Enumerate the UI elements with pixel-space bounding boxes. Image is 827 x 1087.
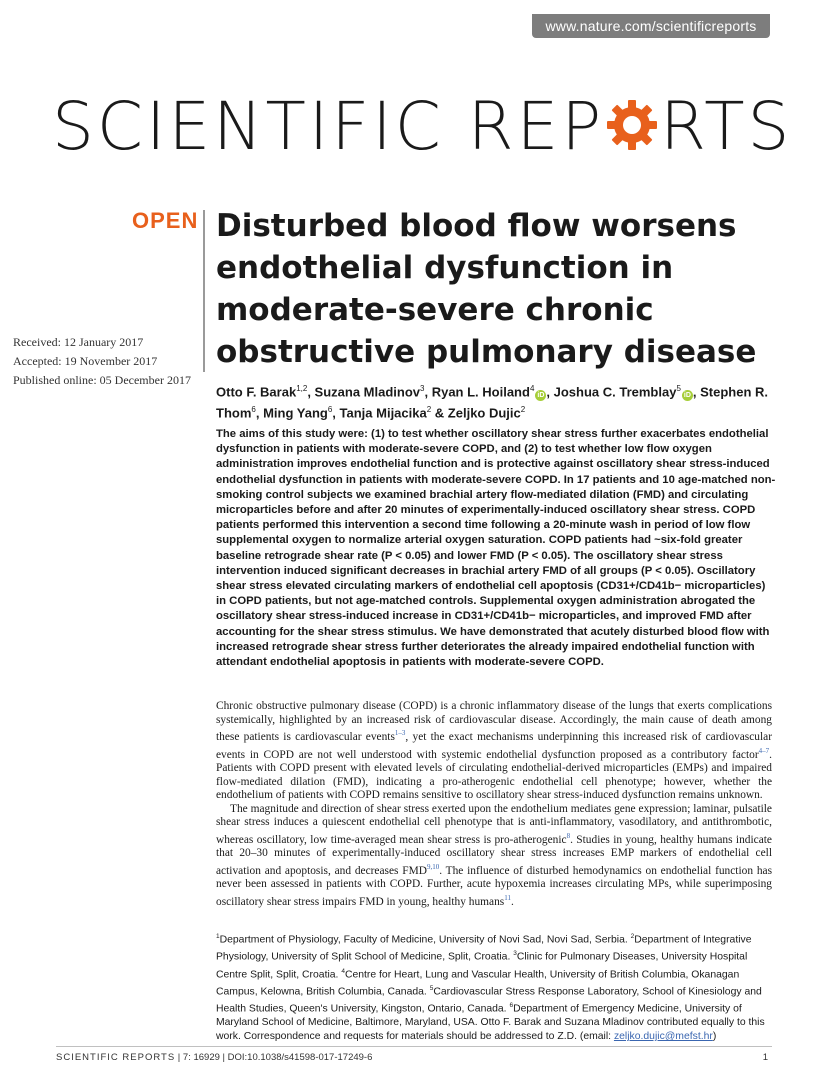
citation-link[interactable]: 8: [566, 831, 571, 840]
author-separator: ,: [332, 405, 340, 421]
journal-masthead: [52, 82, 793, 172]
author-separator: &: [431, 405, 448, 421]
author-separator: ,: [424, 384, 432, 400]
author-separator: ,: [692, 384, 701, 400]
citation-link[interactable]: 4–7: [758, 746, 770, 755]
abstract: The aims of this study were: (1) to test whether oscillatory shear stress further exacerbates endothelial dysfunction in patients with moderate-severe COPD, and (2) to test whether low flow oxygen administration improves endothelial function and is protective against oscillatory shear stress-induced endothelial dysfunction in patients with moderate-severe COPD. In 17 patients and 10 age-matched non-smoking control subjects we examined brachial artery flow-mediated dilation (FMD) and circulating microparticles before and after 20 minutes of experimentally-induced oscillatory shear stress. COPD patients performed this intervention a second time following a 20-minute wash in period of low flow supplemental oxygen to normalize arterial oxygen saturation. COPD patients had ~six-fold greater baseline retrograde shear rate (P < 0.05) and lower FMD (P < 0.05). The oscillatory shear stress intervention induced significant decreases in brachial artery FMD of all groups (P < 0.05). Oscillatory shear stress elevated circulating markers of endothelial cell apoptosis (CD31+/CD41b− microparticles) in COPD patients, but not age-matched controls. Supplemental oxygen administration abrogated the oscillatory shear stress-induced increase in CD31+/CD41b− microparticles, and improved FMD after accounting for the shear stress stimulus. We have demonstrated that acutely disturbed blood flow with increased retrograde shear stress further deteriorates the already impaired endothelial function with attendant endothelial apoptosis in patients with moderate-severe COPD.: [216, 428, 776, 669]
masthead-text-end: RTS: [660, 88, 793, 165]
affiliations: $^1$Department of Physiology, Faculty of Medicine, University of Novi Sad, Novi Sad, Serbia. $^2$Department of Integrative Physiology, University of Split School of Medicine, Split, Croatia. $^3$Clinic for Pulmonary Diseases, University Hospital Centre Split, Split, Croatia. $^4$Centre for Heart, Lung and Vascular Health, University of British Columbia, Okanagan Campus, Kelowna, British Columbia, Canada. $^5$Cardiovascular Stress Response Laboratory, School of Kinesiology and Health Studies, Queen's University, Kingston, Ontario, Canada. $^6$Department of Emergency Medicine, University of Maryland School of Medicine, Baltimore, Maryland, USA. Otto F. Barak and Suzana Mladinov contributed equally to this work. Correspondence and requests for materials should be addressed to Z.D. (email: zeljko.dujic@mefst.hr): [216, 933, 765, 1043]
title-divider: [203, 210, 205, 372]
author-name: Stephen R. Thom: [216, 384, 769, 421]
article-title: Disturbed blood flow worsens endothelial dysfunction in moderate-severe chronic obstructive pulmonary disease: [216, 208, 757, 370]
author-name: Ryan L. Hoiland: [431, 384, 530, 400]
orcid-icon[interactable]: iD: [683, 392, 691, 400]
author-affiliation-marker: 1,2: [296, 384, 308, 393]
author-name: Suzana Mladinov: [314, 384, 421, 400]
page-footer: [56, 1051, 772, 1065]
page-number: 1: [762, 1052, 768, 1063]
author-affiliation-marker: 6: [327, 405, 333, 415]
footer-citation: | 7: 16929 | DOI:10.1038/s41598-017-17249-6: [175, 1052, 373, 1063]
author-list: [216, 380, 776, 422]
main-text: [216, 700, 772, 909]
orcid-icon[interactable]: iD: [537, 392, 545, 400]
paragraph-shear-stress: The magnitude and direction of shear stress exerted upon the endothelium mediates gene expression; laminar, pulsatile shear stress induces a quiescent endothelial cell phenotype that is anti-inflammatory, vasodilatory, and antithrombotic, whereas oscillatory, low time-averaged mean shear stress is pro-atherogenic$^8$. Studies in young, healthy humans indicate that 20–30 minutes of experimentally-induced oscillatory shear stress increases EMP markers of endothelial cell activation and apoptosis, and decreases FMD$^{9,10}$. The influence of disturbed hemodynamics on endothelial function has never been assessed in patients with COPD. Further, acute hypoxemia increases circulating MPs, while superimposing oscillatory shear stress impairs FMD in young, healthy humans$^{11}$.: [216, 802, 772, 908]
author-name: Joshua C. Tremblay: [553, 384, 677, 400]
citation-link[interactable]: 11: [504, 893, 511, 902]
author-name: Otto F. Barak: [216, 384, 297, 400]
received-date: Received: 12 January 2017: [13, 335, 144, 349]
accepted-date: Accepted: 19 November 2017: [13, 354, 158, 368]
author-affiliation-marker: 6: [251, 405, 256, 415]
author-name: Tanja Mijacika: [339, 405, 427, 421]
paragraph-intro: Chronic obstructive pulmonary disease (COPD) is a chronic inflammatory disease of the lungs that exerts complications systemically, highlighted by an increased risk of cardiovascular disease. Accordingly, the main cause of death among these patients is cardiovascular events$^{1-3}$, yet the exact mechanisms underpinning this increased risk of cardiovascular events in COPD are not well understood with systemic endothelial dysfunction proposed as a contributory factor$^{4-7}$. Patients with COPD present with elevated levels of circulating endothelial-derived microparticles (EMPs) and impaired flow-mediated dilation (FMD), indicating a pro-atherogenic endothelial cell phenotype; however, whether the endothelium of patients with COPD remains sensitive to oscillatory shear stress-induced dysfunction remains unknown.: [216, 700, 772, 802]
masthead-text-start: SCIENTIFIC REP: [52, 88, 605, 165]
author-affiliation-marker: 4: [529, 384, 535, 393]
publication-dates: [13, 333, 198, 390]
open-access-label: OPEN: [132, 208, 199, 233]
citation-link[interactable]: 9,10: [426, 862, 440, 871]
author-separator: ,: [546, 384, 554, 400]
citation-link[interactable]: 1–3: [394, 729, 406, 738]
author-affiliation-marker: 3: [420, 384, 425, 393]
author-separator: ,: [307, 384, 315, 400]
correspondence-email-link[interactable]: zeljko.dujic@mefst.hr: [613, 1031, 713, 1043]
author-name: Zeljko Dujic: [447, 405, 521, 421]
author-separator: ,: [255, 405, 264, 421]
author-name: Ming Yang: [263, 405, 328, 421]
author-affiliation-marker: 2: [426, 405, 432, 415]
journal-url-banner[interactable]: www.nature.com/scientificreports: [532, 14, 770, 38]
footer-journal-name: SCIENTIFIC REPORTS: [56, 1052, 176, 1063]
gear-logo-icon: [606, 84, 658, 136]
author-affiliation-marker: 5: [676, 384, 681, 393]
footer-divider: [56, 1046, 772, 1047]
published-date: Published online: 05 December 2017: [13, 373, 191, 387]
author-affiliation-marker: 2: [520, 405, 526, 415]
